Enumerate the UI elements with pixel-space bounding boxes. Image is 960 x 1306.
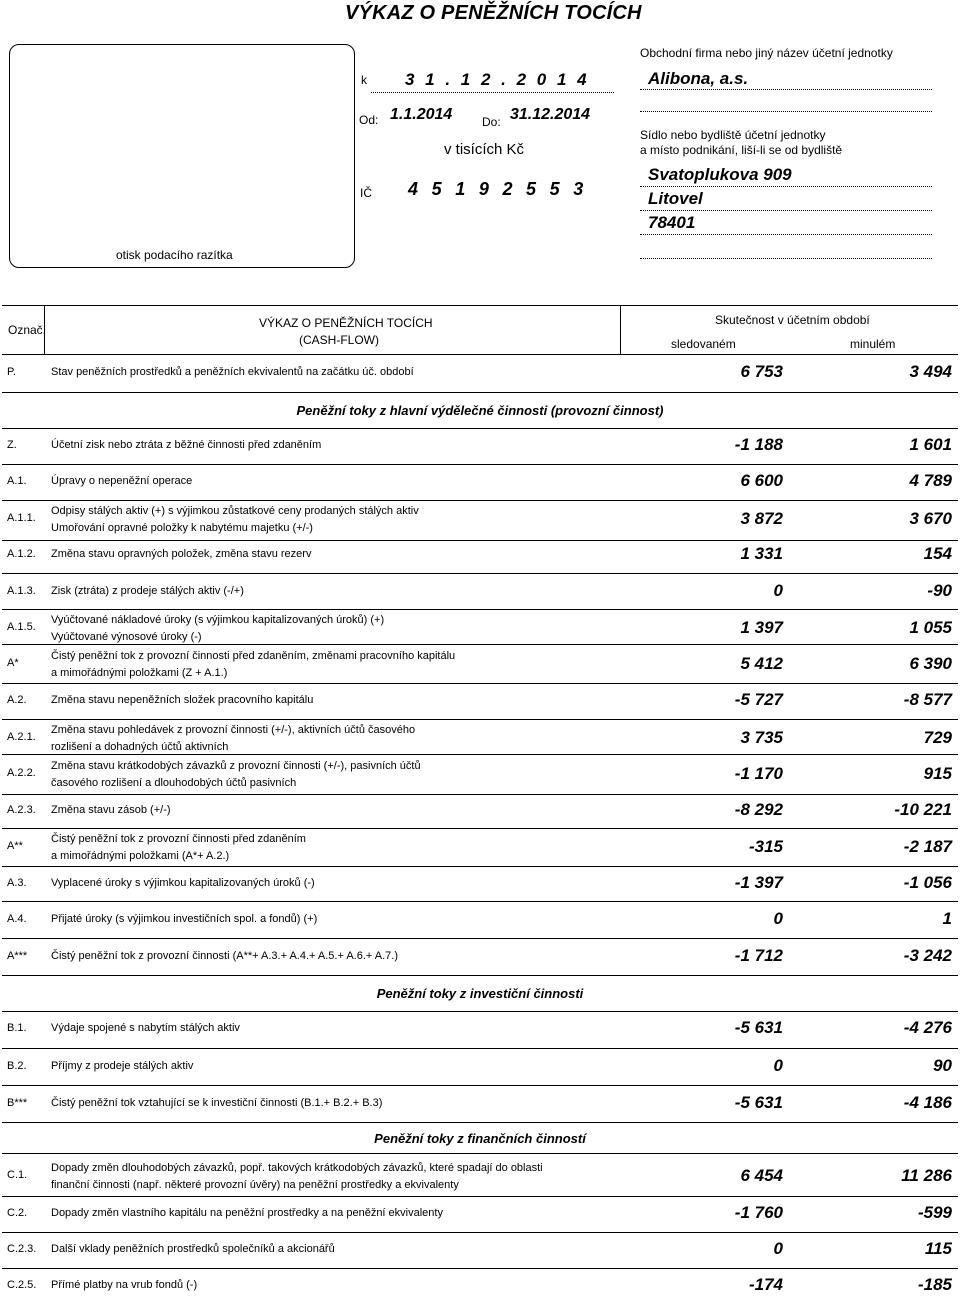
zip-value: 78401 bbox=[648, 213, 696, 232]
row-description bbox=[51, 437, 321, 454]
row-value-current: 1 331 bbox=[740, 544, 783, 563]
row-separator bbox=[2, 500, 958, 501]
city-value: Litovel bbox=[648, 189, 703, 208]
row-value-previous: -2 187 bbox=[903, 837, 952, 856]
row-value-current: -1 760 bbox=[734, 1203, 783, 1222]
row-mark: A*** bbox=[7, 950, 28, 962]
row-separator bbox=[2, 683, 958, 684]
row-description-line: Změna stavu pohledávek z provozní činnosti (+/-), aktivních účtů časového bbox=[51, 724, 416, 736]
row-description bbox=[51, 583, 244, 600]
row-description-line: Umořování opravné položky k nabytému majetku (+/-) bbox=[51, 522, 313, 534]
row-separator bbox=[2, 938, 958, 939]
row-mark: B.2. bbox=[7, 1060, 27, 1072]
row-separator bbox=[2, 392, 958, 393]
row-value-previous: 915 bbox=[923, 764, 952, 783]
row-description bbox=[51, 546, 311, 563]
row-description bbox=[51, 911, 317, 928]
row-value-previous: 3 494 bbox=[909, 362, 952, 381]
row-mark: C.2. bbox=[7, 1207, 28, 1219]
header-subtitle: (CASH-FLOW) bbox=[299, 333, 379, 347]
row-description bbox=[51, 1095, 382, 1112]
header-mark: Označ. bbox=[8, 323, 47, 337]
row-separator bbox=[2, 719, 958, 720]
row-description-line: Vyúčtované nákladové úroky (s výjimkou kapitalizovaných úroků) (+) bbox=[51, 614, 385, 626]
row-value-previous: 4 789 bbox=[909, 471, 952, 490]
od-value: 1.1.2014 bbox=[390, 106, 453, 123]
row-value-current: -174 bbox=[748, 1275, 783, 1294]
row-mark: C.2.5. bbox=[7, 1279, 37, 1291]
row-separator bbox=[2, 866, 958, 867]
row-description-line: Další vklady peněžních prostředků společníků a akcionářů bbox=[51, 1243, 335, 1255]
row-value-current: -1 188 bbox=[734, 435, 783, 454]
row-value-current: 6 600 bbox=[740, 471, 783, 490]
firm-name: Alibona, a.s. bbox=[648, 69, 749, 88]
ic-value: 45192553 bbox=[408, 179, 597, 199]
row-description-line: Vyúčtované výnosové úroky (-) bbox=[51, 631, 202, 643]
period-k-value: 3 1 . 1 2 . 2 0 1 4 bbox=[405, 70, 590, 89]
row-description-line: Čistý peněžní tok z provozní činnosti (A**+ A.3.+ A.4.+ A.5.+ A.6.+ A.7.) bbox=[51, 950, 399, 962]
row-description-line: Změna stavu krátkodobých závazků z provozní činnosti (+/-), pasivních účtů bbox=[51, 760, 421, 772]
row-value-previous: 1 bbox=[942, 909, 952, 928]
row-value-current: -1 712 bbox=[734, 946, 783, 965]
street-line bbox=[640, 186, 932, 187]
row-value-current: 0 bbox=[773, 1239, 783, 1258]
row-description bbox=[51, 648, 455, 682]
row-description bbox=[51, 875, 315, 892]
period-k-dots bbox=[371, 92, 614, 93]
row-description bbox=[51, 1058, 193, 1075]
row-mark: A.1.3. bbox=[7, 585, 36, 597]
header-title: VÝKAZ O PENĚŽNÍCH TOCÍCH bbox=[259, 316, 433, 330]
row-description-line: Přijaté úroky (s výjimkou investičních spol. a fondů) (+) bbox=[51, 913, 318, 925]
row-description-line: a mimořádnými položkami (A*+ A.2.) bbox=[51, 850, 230, 862]
row-value-previous: -4 276 bbox=[903, 1018, 952, 1037]
row-mark: A.1.1. bbox=[7, 512, 36, 524]
row-value-current: 1 397 bbox=[740, 618, 783, 637]
row-separator bbox=[2, 1048, 958, 1049]
street-value: Svatoplukova 909 bbox=[648, 165, 792, 184]
section-title-operating: Peněžní toky z hlavní výdělečné činnosti (provozní činnost) bbox=[296, 403, 664, 418]
row-description-line: Změna stavu zásob (+/-) bbox=[51, 804, 171, 816]
row-mark: A.1.5. bbox=[7, 621, 36, 633]
row-separator bbox=[2, 901, 958, 902]
row-value-previous: 6 390 bbox=[909, 654, 952, 673]
row-value-previous: -599 bbox=[917, 1203, 952, 1222]
row-description-line: Dopady změn dlouhodobých závazků, popř. takových krátkodobých závazků, které spadají do oblasti bbox=[51, 1162, 543, 1174]
row-separator bbox=[2, 573, 958, 574]
header-current: sledovaném bbox=[671, 337, 736, 351]
row-value-current: 6 753 bbox=[740, 362, 783, 381]
row-description-line: Přímé platby na vrub fondů (-) bbox=[51, 1279, 198, 1291]
row-value-current: -1 170 bbox=[734, 764, 783, 783]
row-description bbox=[51, 758, 421, 792]
city-line bbox=[640, 210, 932, 211]
row-description bbox=[51, 612, 384, 646]
section-title-investing: Peněžní toky z investiční činnosti bbox=[376, 986, 584, 1001]
row-mark: A.2.3. bbox=[7, 804, 36, 816]
row-value-previous: 154 bbox=[923, 544, 952, 563]
row-mark: A.2.1. bbox=[7, 731, 36, 743]
row-value-previous: 115 bbox=[924, 1239, 952, 1258]
row-value-previous: -8 577 bbox=[903, 690, 952, 709]
row-description-line: Stav peněžních prostředků a peněžních ekvivalentů na začátku úč. období bbox=[51, 366, 414, 378]
row-mark: B.1. bbox=[7, 1022, 27, 1034]
do-label: Do: bbox=[482, 115, 501, 129]
row-separator bbox=[2, 794, 958, 795]
row-value-current: -1 397 bbox=[734, 873, 783, 892]
row-separator bbox=[2, 540, 958, 541]
firm-line bbox=[640, 111, 932, 112]
row-value-previous: 3 670 bbox=[909, 509, 952, 528]
row-separator bbox=[2, 1085, 958, 1086]
row-value-previous: 11 286 bbox=[901, 1166, 952, 1185]
row-separator bbox=[2, 644, 958, 645]
page-title: VÝKAZ O PENĚŽNÍCH TOCÍCH bbox=[345, 2, 642, 24]
row-description-line: Výdaje spojené s nabytím stálých aktiv bbox=[51, 1022, 240, 1034]
row-value-current: 3 735 bbox=[740, 728, 783, 747]
row-separator bbox=[2, 828, 958, 829]
row-value-current: -315 bbox=[748, 837, 783, 856]
row-description bbox=[51, 692, 313, 709]
row-description bbox=[51, 503, 419, 537]
section-title-financing: Peněžní toky z finančních činností bbox=[374, 1131, 586, 1146]
row-value-current: 5 412 bbox=[740, 654, 783, 673]
row-description-line: Účetní zisk nebo ztráta z běžné činnosti před zdaněním bbox=[51, 439, 322, 451]
row-description bbox=[51, 802, 171, 819]
zip-line bbox=[640, 234, 932, 235]
row-value-previous: 729 bbox=[923, 728, 952, 747]
row-value-previous: 1 601 bbox=[909, 435, 952, 454]
row-description bbox=[51, 722, 415, 756]
row-description bbox=[51, 948, 398, 965]
row-description-line: rozlišení a dohadných účtů aktivních bbox=[51, 741, 229, 753]
row-description-line: Čistý peněžní tok z provozní činnosti před zdaněním, změnami pracovního kapitálu bbox=[51, 650, 456, 662]
row-separator bbox=[2, 428, 958, 429]
row-value-current: 6 454 bbox=[740, 1166, 783, 1185]
row-mark: P. bbox=[7, 366, 16, 378]
row-description bbox=[51, 1160, 543, 1194]
row-mark: A.3. bbox=[7, 877, 27, 889]
row-value-current: -5 631 bbox=[734, 1018, 783, 1037]
units-label: v tisících Kč bbox=[444, 141, 525, 158]
row-value-previous: 1 055 bbox=[909, 618, 952, 637]
row-separator bbox=[2, 1196, 958, 1197]
row-description bbox=[51, 1020, 240, 1037]
row-description bbox=[51, 1277, 197, 1294]
blank-line bbox=[640, 258, 932, 259]
row-description-line: Čistý peněžní tok z provozní činnosti před zdaněním bbox=[51, 833, 306, 845]
period-k-label: k bbox=[361, 73, 367, 87]
row-mark: Z. bbox=[7, 439, 17, 451]
row-description-line: Odpisy stálých aktiv (+) s výjimkou zůstatkové ceny prodaných stálých aktiv bbox=[51, 505, 419, 517]
od-label: Od: bbox=[359, 113, 379, 127]
row-description bbox=[51, 1205, 443, 1222]
row-mark: A.1. bbox=[7, 475, 27, 487]
row-description bbox=[51, 831, 306, 865]
row-separator bbox=[2, 464, 958, 465]
row-value-current: 0 bbox=[773, 581, 783, 600]
header-divider bbox=[620, 305, 621, 355]
row-mark: B*** bbox=[7, 1097, 28, 1109]
row-separator bbox=[2, 1122, 958, 1123]
row-description-line: Vyplacené úroky s výjimkou kapitalizovaných úroků (-) bbox=[51, 877, 315, 889]
row-mark: A.4. bbox=[7, 913, 27, 925]
row-value-previous: -1 056 bbox=[903, 873, 952, 892]
ic-label: IČ bbox=[360, 186, 372, 200]
row-value-current: 0 bbox=[773, 909, 783, 928]
seat-label-2: a místo podnikání, liší-li se od bydliště bbox=[640, 143, 843, 157]
row-value-previous: 90 bbox=[933, 1056, 952, 1075]
row-mark: A** bbox=[7, 840, 23, 852]
row-description-line: časového rozlišení a dlouhodobých účtů pasivních bbox=[51, 777, 297, 789]
row-description-line: Změna stavu nepeněžních složek pracovního kapitálu bbox=[51, 694, 314, 706]
firm-label: Obchodní firma nebo jiný název účetní jednotky bbox=[640, 46, 893, 60]
row-mark: A.1.2. bbox=[7, 548, 36, 560]
row-value-previous: -90 bbox=[927, 581, 952, 600]
row-description bbox=[51, 364, 414, 381]
row-mark: A.2.2. bbox=[7, 767, 36, 779]
row-description-line: Zisk (ztráta) z prodeje stálých aktiv (-/+) bbox=[51, 585, 244, 597]
row-value-current: -8 292 bbox=[734, 800, 783, 819]
row-value-current: -5 727 bbox=[734, 690, 783, 709]
row-description-line: finanční činnosti (např. některé provozní úvěry) na peněžní prostředky a ekvivalenty bbox=[51, 1179, 459, 1191]
row-separator bbox=[2, 754, 958, 755]
row-mark: C.2.3. bbox=[7, 1243, 37, 1255]
row-value-previous: -3 242 bbox=[903, 946, 952, 965]
row-separator bbox=[2, 1232, 958, 1233]
row-description-line: Příjmy z prodeje stálých aktiv bbox=[51, 1060, 194, 1072]
row-separator bbox=[2, 1011, 958, 1012]
stamp-label: otisk podacího razítka bbox=[116, 248, 233, 262]
row-mark: A* bbox=[7, 657, 19, 669]
row-description-line: Úpravy o nepeněžní operace bbox=[51, 475, 193, 487]
row-value-current: -5 631 bbox=[734, 1093, 783, 1112]
do-value: 31.12.2014 bbox=[510, 106, 591, 123]
firm-line bbox=[640, 89, 932, 90]
seat-label: Sídlo nebo bydliště účetní jednotky bbox=[640, 128, 826, 142]
header-previous: minulém bbox=[850, 337, 896, 351]
row-separator bbox=[2, 975, 958, 976]
row-description-line: Dopady změn vlastního kapitálu na peněžní prostředky a na peněžní ekvivalenty bbox=[51, 1207, 443, 1219]
stamp-box bbox=[9, 44, 355, 268]
row-separator bbox=[2, 1153, 958, 1154]
row-value-previous: -185 bbox=[917, 1275, 952, 1294]
row-description bbox=[51, 473, 192, 490]
row-value-previous: -10 221 bbox=[894, 800, 952, 819]
row-mark: A.2. bbox=[7, 694, 27, 706]
row-description bbox=[51, 1241, 335, 1258]
row-description-line: a mimořádnými položkami (Z + A.1.) bbox=[51, 667, 228, 679]
row-description-line: Čistý peněžní tok vztahující se k investiční činnosti (B.1.+ B.2.+ B.3) bbox=[51, 1097, 383, 1109]
row-description-line: Změna stavu opravných položek, změna stavu rezerv bbox=[51, 548, 312, 560]
row-value-previous: -4 186 bbox=[903, 1093, 952, 1112]
header-actual: Skutečnost v účetním období bbox=[715, 313, 870, 327]
row-separator bbox=[2, 1268, 958, 1269]
row-value-current: 3 872 bbox=[740, 509, 783, 528]
row-value-current: 0 bbox=[773, 1056, 783, 1075]
row-separator bbox=[2, 609, 958, 610]
row-mark: C.1. bbox=[7, 1169, 28, 1181]
